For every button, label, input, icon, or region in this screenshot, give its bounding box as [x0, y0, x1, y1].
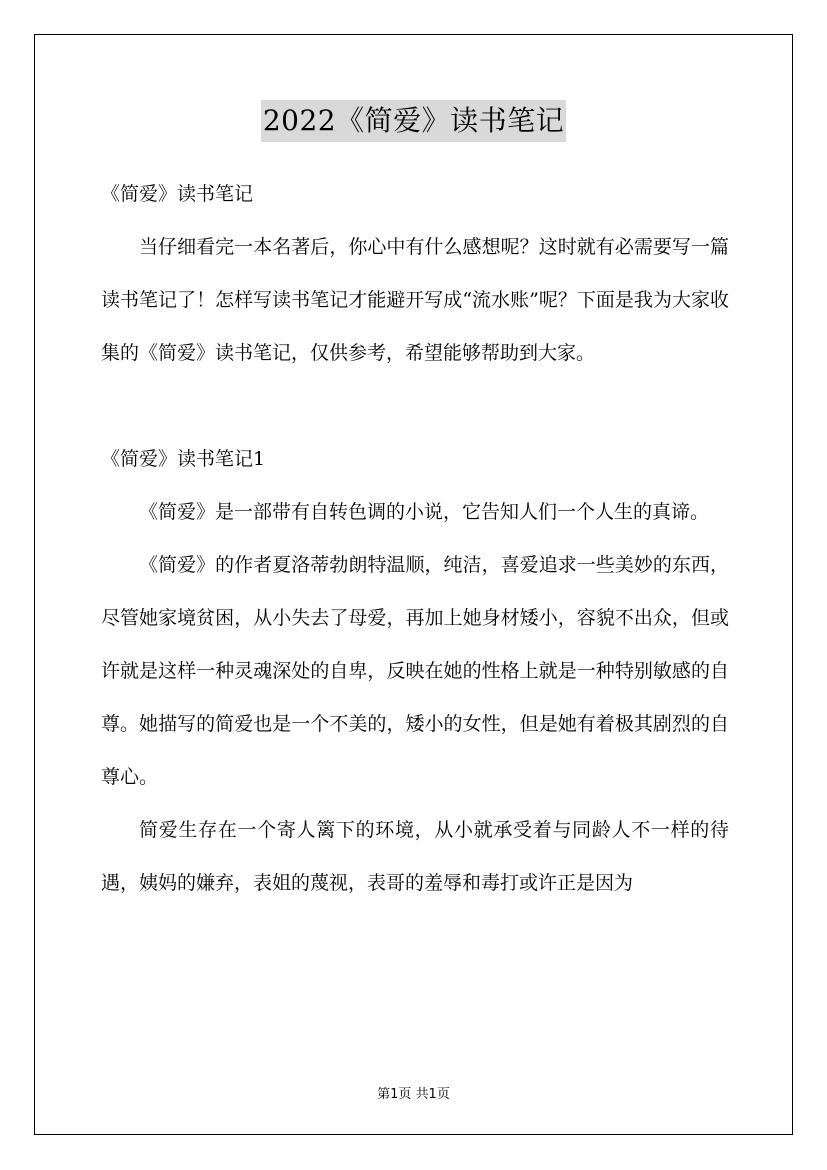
blank-line: [101, 380, 729, 433]
body-paragraph: 《简爱》的作者夏洛蒂勃朗特温顺，纯洁，喜爱追求一些美妙的东西，尽管她家境贫困，从小失去了母爱，再加上她身材矮小，容貌不出众，但或许就是这样一种灵魂深处的自卑，反映在她的性格上就是一种特别敏感的自尊。她描写的简爱也是一个不美的，矮小的女性，但是她有着极其剧烈的自尊心。: [101, 554, 729, 788]
page-footer: 第1页 共1页: [377, 1087, 450, 1102]
section-heading-intro: 《简爱》读书笔记: [101, 183, 254, 205]
body-paragraph: 《简爱》是一部带有自转色调的小说，它告知人们一个人生的真谛。: [139, 501, 710, 523]
document-title-wrap: [0, 100, 827, 142]
document-title: 2022《简爱》读书笔记: [261, 100, 566, 142]
body-paragraph: 简爱生存在一个寄人篱下的环境，从小就承受着与同龄人不一样的待遇，姨妈的嫌弃，表姐的蔑视，表哥的羞辱和毒打或许正是因为: [101, 819, 729, 894]
intro-paragraph: 当仔细看完一本名著后，你心中有什么感想呢？这时就有必需要写一篇读书笔记了！怎样写读书笔记才能避开写成“流水账”呢？下面是我为大家收集的《简爱》读书笔记，仅供参考，希望能够帮助到大家。: [101, 236, 729, 364]
document-body: [101, 168, 729, 910]
section-heading-1: 《简爱》读书笔记1: [101, 448, 266, 470]
